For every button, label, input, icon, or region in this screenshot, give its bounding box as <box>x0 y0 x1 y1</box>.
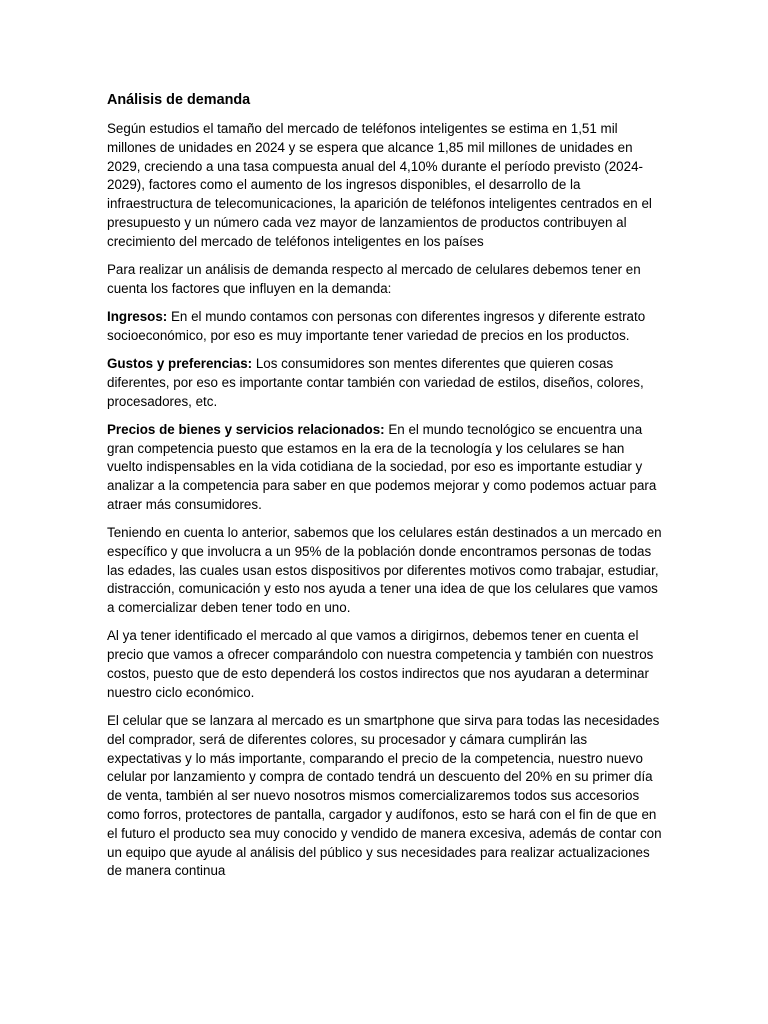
paragraph-lead: Precios de bienes y servicios relacionados: <box>107 421 385 437</box>
paragraph-market-size <box>107 120 663 252</box>
paragraph-text: En el mundo contamos con personas con diferentes ingresos y diferente estrato socioeconómico, por eso es muy importante tener variedad de precios en los productos. <box>107 308 646 343</box>
paragraph-text: Para realizar un análisis de demanda respecto al mercado de celulares debemos tener en cuenta los factores que influyen en la demanda: <box>107 261 641 296</box>
paragraph-lead: Gustos y preferencias: <box>107 355 253 371</box>
paragraph-text: Los consumidores son mentes diferentes que quieren cosas diferentes, por eso es importante contar también con variedad de estilos, diseños, colores, procesadores, etc. <box>107 355 644 409</box>
paragraph-gustos <box>107 355 663 411</box>
paragraph-text: El celular que se lanzara al mercado es un smartphone que sirva para todas las necesidades del comprador, será de diferentes colores, su procesador y cámara cumplirán las expectativas y lo más importante, comparando el precio de la competencia, nuestro nuevo celular por lanzamiento y compra de contado tendrá un descuento del 20% en su primer día de venta, también al ser nuevo nosotros mismos comercializaremos todos sus accesorios como forros, protectores de pantalla, cargador y audífonos, esto se hará con el fin de que en el futuro el producto sea muy conocido y vendido de manera excesiva, además de contar con un equipo que ayude al análisis del público y sus necesidades para realizar actualizaciones de manera continua <box>107 713 662 879</box>
paragraph-text: Teniendo en cuenta lo anterior, sabemos que los celulares están destinados a un mercado en específico y que involucra a un 95% de la población donde encontramos personas de todas las edades, las cuales usan estos dispositivos por diferentes motivos como trabajar, estudiar, distracción, comunicación y esto nos ayuda a tener una idea de que los celulares que vamos a comercializar deben tener todo en uno. <box>107 525 662 616</box>
document-title: Análisis de demanda <box>107 92 251 108</box>
paragraph-text: Al ya tener identificado el mercado al que vamos a dirigirnos, debemos tener en cuenta el precio que vamos a ofrecer comparándolo con nuestra competencia y también con nuestros costos, puesto que de esto dependerá los costos indirectos que nos ayudaran a determinar nuestro ciclo económico. <box>107 628 654 700</box>
paragraph-product <box>107 712 663 881</box>
paragraph-target-market <box>107 524 663 618</box>
paragraph-lead: Ingresos: <box>107 308 168 324</box>
paragraph-precios <box>107 421 663 515</box>
paragraph-pricing <box>107 627 663 702</box>
paragraph-text: Según estudios el tamaño del mercado de teléfonos inteligentes se estima en 1,51 mil millones de unidades en 2024 y se espera que alcance 1,85 mil millones de unidades en 2029, creciendo a una tasa compuesta anual del 4,10% durante el período previsto (2024-2029), factores como el aumento de los ingresos disponibles, el desarrollo de la infraestructura de telecomunicaciones, la aparición de teléfonos inteligentes centrados en el presupuesto y un número cada vez mayor de lanzamientos de productos contribuyen al crecimiento del mercado de teléfonos inteligentes en los países <box>107 121 652 249</box>
document-page <box>107 88 663 891</box>
paragraph-text: En el mundo tecnológico se encuentra una gran competencia puesto que estamos en la era de la tecnología y los celulares se han vuelto indispensables en la vida cotidiana de la sociedad, por eso es importante estudiar y analizar a la competencia para saber en que podemos mejorar y como podemos actuar para atraer más consumidores. <box>107 421 657 512</box>
paragraph-demand-intro <box>107 261 663 299</box>
paragraph-ingresos <box>107 308 663 346</box>
